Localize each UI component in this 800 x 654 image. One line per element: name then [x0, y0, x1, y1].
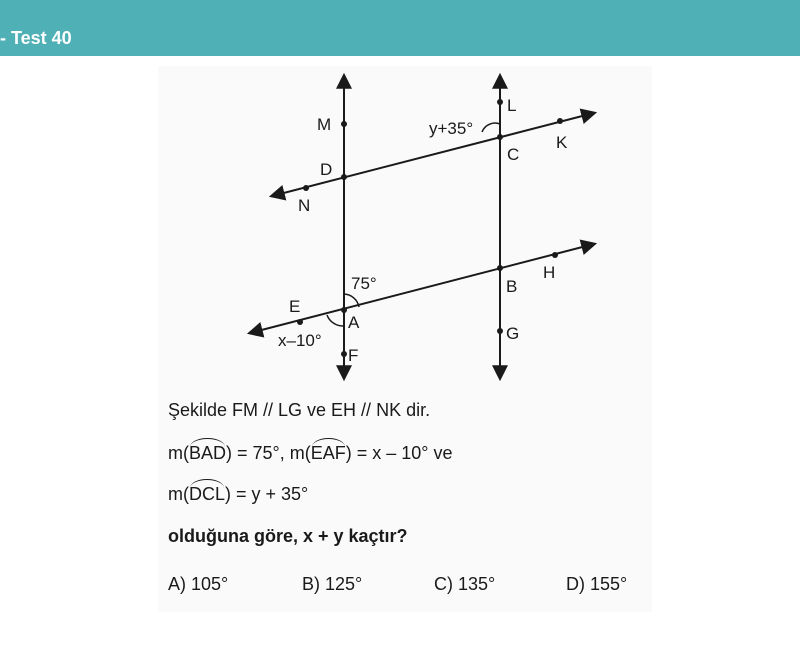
label-g: G [506, 324, 520, 343]
given-m1-prefix: m( [168, 443, 189, 463]
label-y-angle: y+35° [429, 119, 474, 138]
choice-a[interactable]: A) 105° [168, 574, 229, 594]
given-m2-suffix: ) = x – 10° ve [345, 443, 453, 463]
question-given-angles [168, 443, 453, 464]
angle-eaf: EAF [310, 443, 346, 463]
choice-d[interactable]: D) 155° [566, 574, 628, 594]
angle-bad: BAD [189, 443, 227, 463]
point-e [297, 319, 303, 325]
point-d [341, 174, 347, 180]
label-f: F [348, 346, 359, 365]
angle-dcl: DCL [189, 484, 226, 504]
point-h [552, 252, 558, 258]
test-title: - Test 40 [0, 28, 72, 48]
label-b: B [506, 277, 518, 296]
angle-arc-c [482, 123, 500, 132]
choice-c[interactable]: C) 135° [434, 574, 496, 594]
label-d: D [320, 160, 333, 179]
point-b [497, 265, 503, 271]
point-l [497, 99, 503, 105]
point-f [341, 351, 347, 357]
question-given-dcl [168, 484, 308, 505]
point-n [303, 185, 309, 191]
label-k: K [556, 133, 568, 152]
label-m: M [317, 115, 332, 134]
label-l: L [507, 96, 517, 115]
label-x-angle: x–10° [278, 331, 322, 350]
label-a-angle: 75° [351, 274, 377, 293]
label-n: N [298, 196, 311, 215]
label-a: A [348, 313, 360, 332]
given-m1-suffix: ) = 75°, m( [226, 443, 311, 463]
question-statement: Şekilde FM // LG ve EH // NK dir. [168, 400, 431, 420]
point-c [497, 134, 503, 140]
label-h: H [543, 263, 556, 282]
angle-arc-a-bottom [327, 315, 344, 326]
question-prompt: olduğuna göre, x + y kaçtır? [168, 526, 408, 546]
point-k [557, 118, 563, 124]
label-c: C [507, 145, 520, 164]
given-m3-suffix: ) = y + 35° [225, 484, 309, 504]
point-a [341, 307, 347, 313]
choice-b[interactable]: B) 125° [302, 574, 363, 594]
given-m3-prefix: m( [168, 484, 189, 504]
point-g [497, 328, 503, 334]
label-e: E [289, 297, 301, 316]
point-m [341, 121, 347, 127]
